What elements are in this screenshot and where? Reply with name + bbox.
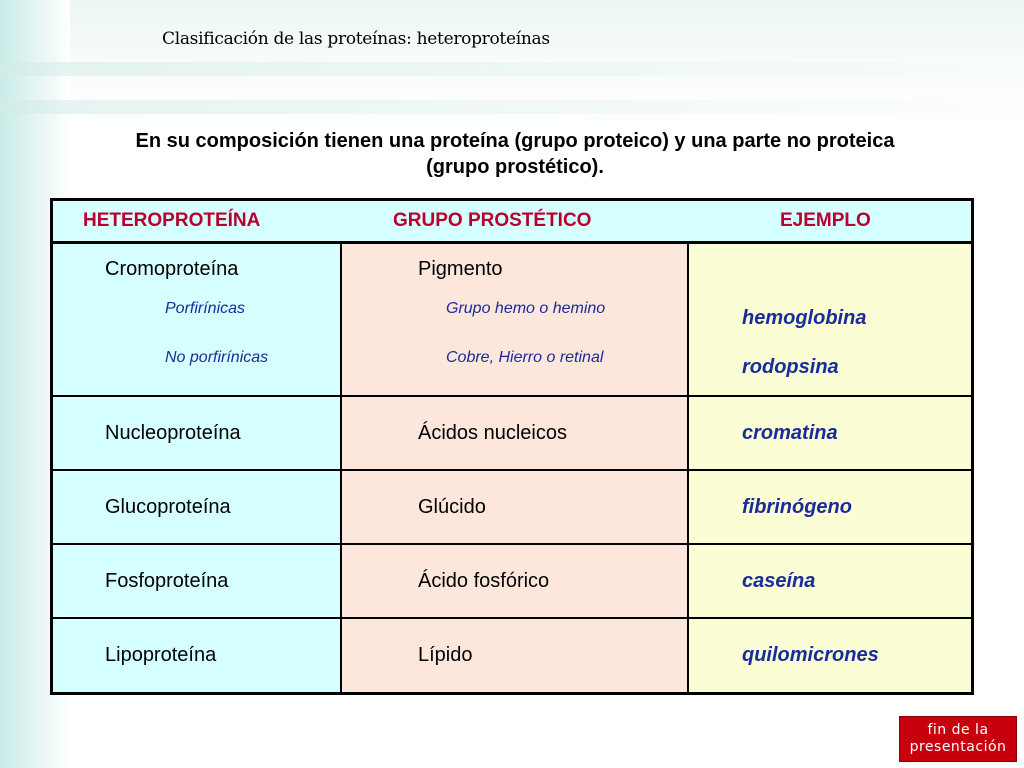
table-row-cromoproteina [52, 243, 973, 396]
row-name: Nucleoproteína [105, 421, 241, 444]
row-name: Glucoproteína [105, 495, 231, 518]
cell-example [688, 544, 973, 618]
intro-text [60, 128, 970, 180]
cell-example [688, 618, 973, 694]
cell-group [341, 396, 688, 470]
table-header-row [52, 200, 973, 243]
sub-group-cobre: Cobre, Hierro o retinal [446, 349, 604, 366]
header-heteroproteina: HETEROPROTEÍNA [52, 200, 342, 243]
cell-example [688, 470, 973, 544]
end-presentation-label-2: presentación [909, 739, 1007, 755]
table-row [52, 396, 973, 470]
cell-cromo-example [688, 243, 973, 396]
row-group: Pigmento [418, 258, 503, 280]
intro-line-2: (grupo prostético). [426, 156, 604, 178]
row-example: cromatina [742, 421, 838, 444]
sub-type-no-porfirinicas: No porfirínicas [165, 349, 269, 366]
row-name: Fosfoproteína [105, 569, 229, 592]
end-presentation-button[interactable] [899, 716, 1017, 762]
cell-name [52, 470, 342, 544]
row-name: Lipoproteína [105, 643, 217, 666]
row-group: Glúcido [418, 495, 486, 518]
row-group: Ácido fosfórico [418, 569, 550, 592]
row-group: Lípido [418, 643, 473, 666]
row-example: caseína [742, 569, 816, 592]
row-example: quilomicrones [742, 643, 879, 666]
example-hemoglobina: hemoglobina [742, 307, 867, 329]
table-row [52, 618, 973, 694]
sub-group-hemo: Grupo hemo o hemino [446, 300, 606, 317]
table-row [52, 544, 973, 618]
slide-title: Clasificación de las proteínas: heteroproteínas [162, 29, 550, 49]
row-name: Cromoproteína [105, 258, 239, 280]
cell-group [341, 618, 688, 694]
example-rodopsina: rodopsina [742, 356, 839, 378]
row-group: Ácidos nucleicos [418, 421, 567, 444]
heteroproteins-table [50, 198, 974, 695]
header-grupo-prostetico: GRUPO PROSTÉTICO [341, 200, 688, 243]
end-presentation-label-1: fin de la [927, 722, 989, 738]
sub-type-porfirinicas: Porfirínicas [165, 300, 246, 317]
cell-example [688, 396, 973, 470]
table-row [52, 470, 973, 544]
cell-group [341, 470, 688, 544]
row-example: fibrinógeno [742, 495, 852, 518]
intro-line-1: En su composición tienen una proteína (grupo proteico) y una parte no proteica [135, 130, 895, 152]
background-stripe [0, 100, 1024, 114]
cell-name [52, 618, 342, 694]
header-ejemplo: EJEMPLO [688, 200, 973, 243]
cell-name [52, 544, 342, 618]
cell-name [52, 396, 342, 470]
cell-cromo-group [341, 243, 688, 396]
background-stripe [0, 62, 1024, 76]
cell-group [341, 544, 688, 618]
cell-cromo-name [52, 243, 342, 396]
